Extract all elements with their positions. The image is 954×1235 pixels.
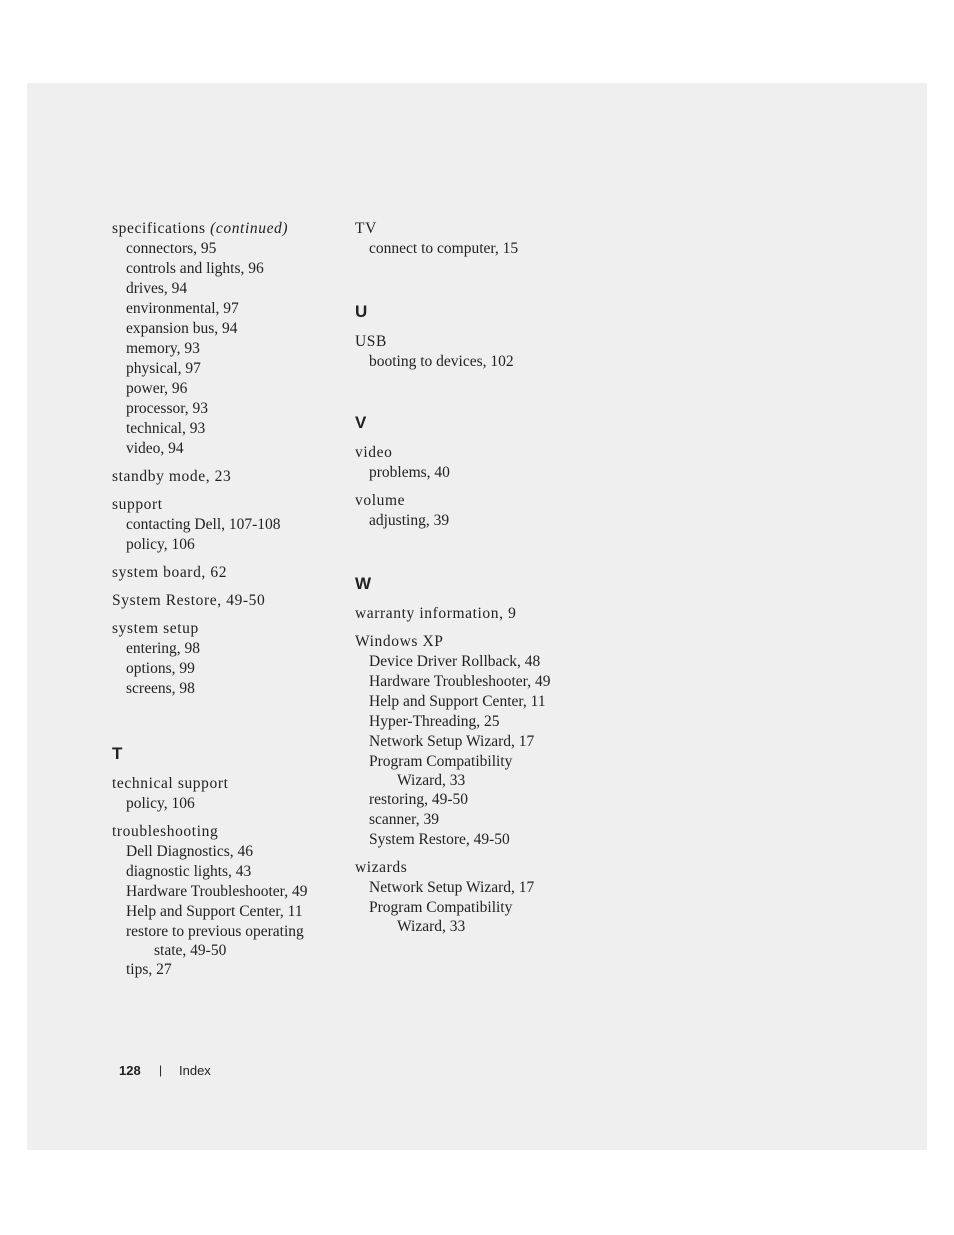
subentry: processor, 93: [126, 400, 209, 417]
subentry: Hardware Troubleshooter, 49: [369, 673, 551, 690]
index-entry-windows-xp: [355, 632, 585, 850]
index-column-left: [112, 219, 342, 988]
index-entry-volume: [355, 491, 585, 531]
subentry: contacting Dell, 107-108: [126, 516, 281, 533]
page-number: 128: [119, 1063, 141, 1078]
index-entry-video: [355, 443, 585, 483]
subentry: restoring, 49-50: [369, 791, 469, 808]
subentry: technical, 93: [126, 420, 206, 437]
subentry: screens, 98: [126, 680, 195, 697]
subentry-line: restore to previous operating: [126, 923, 304, 940]
subentry: controls and lights, 96: [126, 260, 264, 277]
section-heading-w: W: [355, 574, 372, 593]
subentry: drives, 94: [126, 280, 188, 297]
page-footer: [119, 1063, 211, 1078]
entry-label: video: [355, 444, 393, 461]
subentry: Network Setup Wizard, 17: [369, 733, 535, 750]
subentry: memory, 93: [126, 340, 200, 357]
entry-label: warranty information, 9: [355, 605, 517, 622]
subentry: scanner, 39: [369, 811, 439, 828]
index-entry-standby: [112, 467, 342, 487]
subentry: connectors, 95: [126, 240, 217, 257]
subentry: Help and Support Center, 11: [369, 693, 546, 710]
subentry: video, 94: [126, 440, 184, 457]
index-entry-system-setup: [112, 619, 342, 699]
subentry: Network Setup Wizard, 17: [369, 879, 535, 896]
index-entry-troubleshooting: [112, 822, 342, 980]
subentry: expansion bus, 94: [126, 320, 238, 337]
entry-label: support: [112, 496, 163, 513]
entry-label: System Restore, 49-50: [112, 592, 266, 609]
section-heading-t: T: [112, 744, 123, 763]
subentry: diagnostic lights, 43: [126, 863, 252, 880]
subentry: adjusting, 39: [369, 512, 450, 529]
index-entry-warranty: [355, 604, 585, 624]
entry-label: specifications: [112, 220, 206, 237]
subentry: entering, 98: [126, 640, 201, 657]
subentry: Hyper-Threading, 25: [369, 713, 500, 730]
entry-label: volume: [355, 492, 406, 509]
index-entry-wizards: [355, 858, 585, 936]
entry-label: system setup: [112, 620, 199, 637]
subentry: policy, 106: [126, 795, 195, 812]
entry-label: troubleshooting: [112, 823, 219, 840]
index-entry-system-board: [112, 563, 342, 583]
subentry: options, 99: [126, 660, 195, 677]
entry-label: USB: [355, 333, 387, 350]
subentry-continuation: Wizard, 33: [397, 918, 466, 935]
subentry-program-compatibility: [355, 752, 585, 790]
footer-separator: |: [159, 1063, 163, 1077]
entry-label: system board, 62: [112, 564, 228, 581]
section-heading-v: V: [355, 413, 367, 432]
continued-label: (continued): [210, 220, 289, 237]
subentry: policy, 106: [126, 536, 195, 553]
index-entry-system-restore: [112, 591, 342, 611]
subentry: physical, 97: [126, 360, 201, 377]
entry-label: wizards: [355, 859, 408, 876]
subentry-restore: [112, 922, 342, 960]
section-heading-u: U: [355, 302, 368, 321]
index-entry-specifications: [112, 219, 342, 459]
subentry-line: Program Compatibility: [369, 899, 513, 916]
index-entry-tv: [355, 219, 585, 259]
subentry: connect to computer, 15: [369, 240, 519, 257]
entry-label: standby mode, 23: [112, 468, 232, 485]
subentry: Dell Diagnostics, 46: [126, 843, 253, 860]
subentry-continuation: Wizard, 33: [397, 772, 466, 789]
subentry-line: Program Compatibility: [369, 753, 513, 770]
entry-label: TV: [355, 220, 377, 237]
subentry: Device Driver Rollback, 48: [369, 653, 541, 670]
subentry: environmental, 97: [126, 300, 239, 317]
subentry: power, 96: [126, 380, 188, 397]
subentry: Help and Support Center, 11: [126, 903, 303, 920]
subentry: booting to devices, 102: [369, 353, 514, 370]
entry-label: Windows XP: [355, 633, 444, 650]
subentry: System Restore, 49-50: [369, 831, 510, 848]
index-column-right: [355, 219, 585, 944]
footer-section-title: Index: [179, 1063, 211, 1078]
index-entry-usb: [355, 332, 585, 372]
subentry-program-compatibility: [355, 898, 585, 936]
subentry: tips, 27: [126, 961, 172, 978]
document-page: [27, 83, 927, 1150]
subentry: Hardware Troubleshooter, 49: [126, 883, 308, 900]
subentry: problems, 40: [369, 464, 450, 481]
entry-label: technical support: [112, 775, 229, 792]
index-entry-technical-support: [112, 774, 342, 814]
subentry-continuation: state, 49-50: [154, 942, 227, 959]
index-entry-support: [112, 495, 342, 555]
